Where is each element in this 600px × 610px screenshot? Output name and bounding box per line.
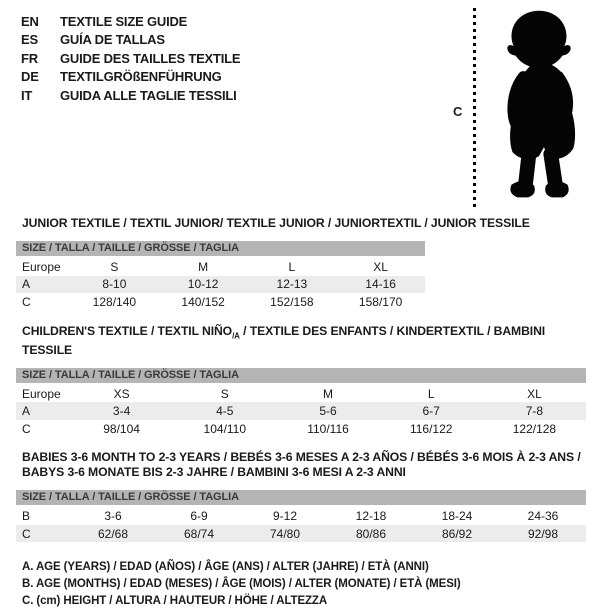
language-row <box>21 68 240 87</box>
table-row <box>16 402 586 420</box>
size-cell: S <box>110 259 119 274</box>
size-cell: 12-18 <box>355 509 387 524</box>
table-row <box>16 293 425 311</box>
size-cell: 14-16 <box>365 277 396 292</box>
size-table-section <box>16 324 586 438</box>
size-cell: 80/86 <box>355 526 387 541</box>
size-cell: 3-6 <box>104 509 122 524</box>
language-code: IT <box>21 87 33 103</box>
language-code: DE <box>21 69 39 85</box>
size-cell: 12-13 <box>276 277 308 292</box>
size-cell: 122/128 <box>512 421 557 436</box>
size-cell: 10-12 <box>187 277 219 292</box>
size-cell: 74/80 <box>269 526 301 541</box>
row-label: C <box>22 526 31 541</box>
table-row <box>16 420 586 438</box>
row-label: C <box>22 294 31 309</box>
size-table-body <box>16 507 586 542</box>
size-cell: 18-24 <box>441 509 473 524</box>
size-cell: 5-6 <box>319 404 337 419</box>
size-cell: XL <box>373 259 388 274</box>
row-label: Europe <box>22 259 61 274</box>
size-table-section <box>16 216 586 311</box>
language-row <box>21 12 240 31</box>
size-cell: XS <box>113 386 130 401</box>
size-tables-content <box>16 216 586 610</box>
size-tables <box>16 216 586 542</box>
table-row <box>16 507 586 525</box>
size-header-bar: SIZE / TALLA / TAILLE / GRÖSSE / TAGLIA <box>16 490 586 505</box>
row-label: A <box>22 277 31 292</box>
size-cell: 158/170 <box>358 294 403 309</box>
size-cell: 8-10 <box>102 277 127 292</box>
language-header <box>21 12 240 105</box>
row-label: B <box>22 509 31 524</box>
size-table-body <box>16 258 425 311</box>
size-cell: 116/122 <box>409 421 453 436</box>
height-dashed-line <box>473 8 476 208</box>
size-cell: 140/152 <box>181 294 225 309</box>
table-row <box>16 385 586 403</box>
size-cell: 3-4 <box>112 404 131 419</box>
size-header-bar: SIZE / TALLA / TAILLE / GRÖSSE / TAGLIA <box>16 368 586 383</box>
baby-height-figure <box>448 4 598 212</box>
table-row <box>16 525 586 543</box>
size-table-body <box>16 385 586 438</box>
size-table <box>16 368 586 438</box>
footnotes <box>22 559 586 610</box>
size-cell: 62/68 <box>97 526 129 541</box>
row-label: A <box>22 404 31 419</box>
size-cell: M <box>198 259 209 274</box>
size-table-section <box>16 450 586 542</box>
size-cell: L <box>288 259 296 274</box>
row-label: Europe <box>22 386 61 401</box>
size-cell: 4-5 <box>216 404 234 419</box>
footnote: A. AGE (YEARS) / EDAD (AÑOS) / ÂGE (ANS) / ALTER (JAHRE) / ETÀ (ANNI) <box>22 561 429 574</box>
footnote: C. (cm) HEIGHT / ALTURA / HAUTEUR / HÖHE / ALTEZZA <box>22 595 328 608</box>
size-cell: M <box>323 386 333 401</box>
language-code: FR <box>21 50 38 66</box>
size-cell: 9-12 <box>272 509 298 524</box>
language-label: GUIDE DES TAILLES TEXTILE <box>60 50 241 66</box>
size-cell: 6-9 <box>190 509 208 524</box>
size-cell: 152/158 <box>270 294 314 309</box>
table-title-text: CHILDREN'S TEXTILE / TEXTIL NIÑO <box>22 323 233 338</box>
size-cell: 6-7 <box>422 404 440 419</box>
size-cell: 86/92 <box>441 526 473 541</box>
row-label: C <box>22 421 31 436</box>
size-cell: L <box>427 386 435 401</box>
table-title-text: / TEXTILE DES ENFANTS / KINDERTEXTIL / BAMBINI TESSILE <box>22 323 546 357</box>
size-cell: 68/74 <box>183 526 215 541</box>
size-cell: 128/140 <box>92 294 137 309</box>
language-label: GUÍA DE TALLAS <box>60 32 165 48</box>
table-row <box>16 276 425 294</box>
language-label: TEXTILGRÖßENFÜHRUNG <box>60 69 222 85</box>
language-row <box>21 49 240 68</box>
table-title <box>22 324 586 358</box>
size-cell: 92/98 <box>527 526 559 541</box>
size-cell: S <box>220 386 229 401</box>
size-cell: 24-36 <box>527 509 559 524</box>
size-cell: 104/110 <box>203 421 247 436</box>
language-code: EN <box>21 13 39 29</box>
language-label: TEXTILE SIZE GUIDE <box>60 13 188 29</box>
language-row <box>21 31 240 50</box>
size-cell: 110/116 <box>307 421 349 436</box>
height-marker-label: C <box>453 104 463 119</box>
table-title-subscript: /A <box>232 330 240 340</box>
table-row <box>16 258 425 276</box>
size-table <box>16 490 586 542</box>
baby-silhouette <box>484 8 594 206</box>
size-cell: XL <box>527 386 542 401</box>
size-cell: 7-8 <box>525 404 544 419</box>
size-cell: 98/104 <box>103 421 140 436</box>
size-table <box>16 241 425 311</box>
language-row <box>21 86 240 105</box>
table-title: BABIES 3-6 MONTH TO 2-3 YEARS / BEBÉS 3-6 MESES A 2-3 AÑOS / BÉBÉS 3-6 MOIS À 2-3 ANS / <box>22 450 581 465</box>
language-code: ES <box>21 32 38 48</box>
language-label: GUIDA ALLE TAGLIE TESSILI <box>60 87 237 103</box>
table-title: BABYS 3-6 MONATE BIS 2-3 JAHRE / BAMBINI 3-6 MESI A 2-3 ANNI <box>22 465 406 480</box>
size-header-bar: SIZE / TALLA / TAILLE / GRÖSSE / TAGLIA <box>16 241 425 256</box>
table-title: JUNIOR TEXTILE / TEXTIL JUNIOR/ TEXTILE JUNIOR / JUNIORTEXTIL / JUNIOR TESSILE <box>22 216 530 230</box>
footnote: B. AGE (MONTHS) / EDAD (MESES) / ÂGE (MOIS) / ALTER (MONATE) / ETÀ (MESI) <box>22 578 461 591</box>
